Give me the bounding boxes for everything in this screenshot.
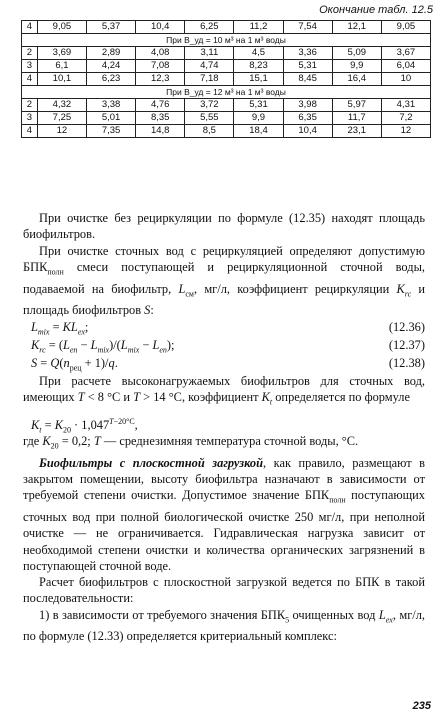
table-cell: 8,45 [283, 73, 332, 86]
page-number: 235 [412, 700, 431, 712]
table-cell: 3,98 [283, 99, 332, 112]
table-cell: 4,31 [381, 99, 430, 112]
equation-12-37: $K_{rc} = (L_{en} - L_{mix})/(L_{mix} - L_{en})$; (12.37) [31, 337, 425, 355]
table-cell: 4,32 [37, 99, 86, 112]
table-cell: 4,76 [136, 99, 185, 112]
table-cell: 5,01 [87, 112, 136, 125]
table-cell: 9,9 [234, 112, 283, 125]
table-group-label: При B_уд = 10 м³ на 1 м³ воды [22, 34, 431, 47]
table-cell: 8,23 [234, 60, 283, 73]
table-cell: 7,25 [37, 112, 86, 125]
table-cell: 6,25 [185, 21, 234, 34]
table-cell: 5,09 [332, 47, 381, 60]
table-cell: 3 [22, 60, 38, 73]
table-cell: 10,1 [37, 73, 86, 86]
table-cell: 8,5 [185, 125, 234, 138]
table-cell: 3,72 [185, 99, 234, 112]
table-group-label: При B_уд = 12 м³ на 1 м³ воды [22, 86, 431, 99]
table-cell: 5,31 [234, 99, 283, 112]
table-cell: 5,55 [185, 112, 234, 125]
table-cell: 5,97 [332, 99, 381, 112]
table-cell: 2 [22, 99, 38, 112]
paragraph-3: При расчете высоконагружаемых биофильтров для сточных вод, имеющих T < 8 °С и T > 14 °С, коэффициент $K_t$ определяется по формуле [23, 373, 425, 407]
table-cell: 14,8 [136, 125, 185, 138]
table-row [22, 99, 431, 112]
table-row [22, 73, 431, 86]
table-cell: 10 [381, 73, 430, 86]
table-row [22, 47, 431, 60]
table-cell: 12 [37, 125, 86, 138]
table-cell: 7,2 [381, 112, 430, 125]
paragraph-7: 1) в зависимости от требуемого значения $БПК_5$ очищенных вод $L_{ex}$, мг/л, по формуле (12.33) определяется критериальный комплекс: [23, 607, 426, 644]
equation-12-36: $L_{mix} = KL_{ex}$; (12.36) [31, 319, 425, 337]
table-cell: 4 [22, 73, 38, 86]
table-cell: 7,54 [283, 21, 332, 34]
table-cell: 10,4 [283, 125, 332, 138]
table-cell: 7,35 [87, 125, 136, 138]
table-cell: 9,9 [332, 60, 381, 73]
table-group-row [22, 34, 431, 47]
table-cell: 5,31 [283, 60, 332, 73]
table-cell: 11,2 [234, 21, 283, 34]
paragraph-6: Расчет биофильтров с плоскостной загрузкой ведется по БПК в такой последовательности: [23, 575, 425, 606]
table-cell: 11,7 [332, 112, 381, 125]
table-cell: 4,5 [234, 47, 283, 60]
paragraph-1: При очистке без рециркуляции по формуле (12.35) находят площадь биофильтров. [23, 211, 425, 242]
table-cell: 4 [22, 21, 38, 34]
equation-kt: $K_t = K_{20} \cdot 1,047^{T-20^\circ C}$, [31, 416, 138, 435]
paragraph-5: Биофильтры с плоскостной загрузкой, как правило, размещают в закрытом помещении, высоту биофильтра назначают в зависимости от требуемой степени очистки. Допустимое значение $БПК_{полн}$ поступающих сточных вод при полной биологической очистке 250 мг/л, при неполной очистке — не ограничивается. Гидравлическая нагрузка зависит от необходимой степени очистки и количества органических загрязнений в поступающей сточной воде. [23, 455, 426, 573]
table-cell: 6,23 [87, 73, 136, 86]
table-cell: 3,69 [37, 47, 86, 60]
table-cell: 12,1 [332, 21, 381, 34]
table-cell: 16,4 [332, 73, 381, 86]
table-cell: 10,4 [136, 21, 185, 34]
paragraph-4: где $K_{20} = 0,2$; T — среднезимняя температура сточной воды, °С. [23, 433, 359, 451]
table-cell: 4,74 [185, 60, 234, 73]
table-cell: 3 [22, 112, 38, 125]
table-cell: 7,08 [136, 60, 185, 73]
table-cell: 3,36 [283, 47, 332, 60]
table-cell: 5,37 [87, 21, 136, 34]
table-row [22, 125, 431, 138]
table-cell: 8,35 [136, 112, 185, 125]
body-text [23, 210, 425, 645]
table-row [22, 112, 431, 125]
table-cell: 9,05 [381, 21, 430, 34]
table-row [22, 21, 431, 34]
table-cell: 3,67 [381, 47, 430, 60]
table-cell: 4,08 [136, 47, 185, 60]
table-cell: 18,4 [234, 125, 283, 138]
table-cell: 4,24 [87, 60, 136, 73]
paragraph-2: При очистке сточных вод с рециркуляцией определяют допустимую $БПК_{полн}$ смеси поступающей и рециркуляционной сточной воды, подаваемой на биофильтр, $L_{см}$, мг/л, коэффициент рециркуляции $K_{rc}$ и площадь биофильтров S: [23, 243, 426, 318]
table-group-row [22, 86, 431, 99]
table-cell: 9,05 [37, 21, 86, 34]
table-cell: 2,89 [87, 47, 136, 60]
table-cell: 3,38 [87, 99, 136, 112]
table-cell: 4 [22, 125, 38, 138]
table-caption: Окончание табл. 12.5 [319, 4, 433, 16]
table-cell: 6,1 [37, 60, 86, 73]
table-cell: 7,18 [185, 73, 234, 86]
table-cell: 2 [22, 47, 38, 60]
table-row [22, 60, 431, 73]
equation-12-38: $S = Q(n_{рец} + 1)/q$. (12.38) [31, 355, 425, 373]
table-cell: 12,3 [136, 73, 185, 86]
table-cell: 23,1 [332, 125, 381, 138]
table-cell: 6,04 [381, 60, 430, 73]
table-cell: 6,35 [283, 112, 332, 125]
table-cell: 12 [381, 125, 430, 138]
table-cell: 3,11 [185, 47, 234, 60]
data-table [21, 20, 431, 138]
table-cell: 15,1 [234, 73, 283, 86]
